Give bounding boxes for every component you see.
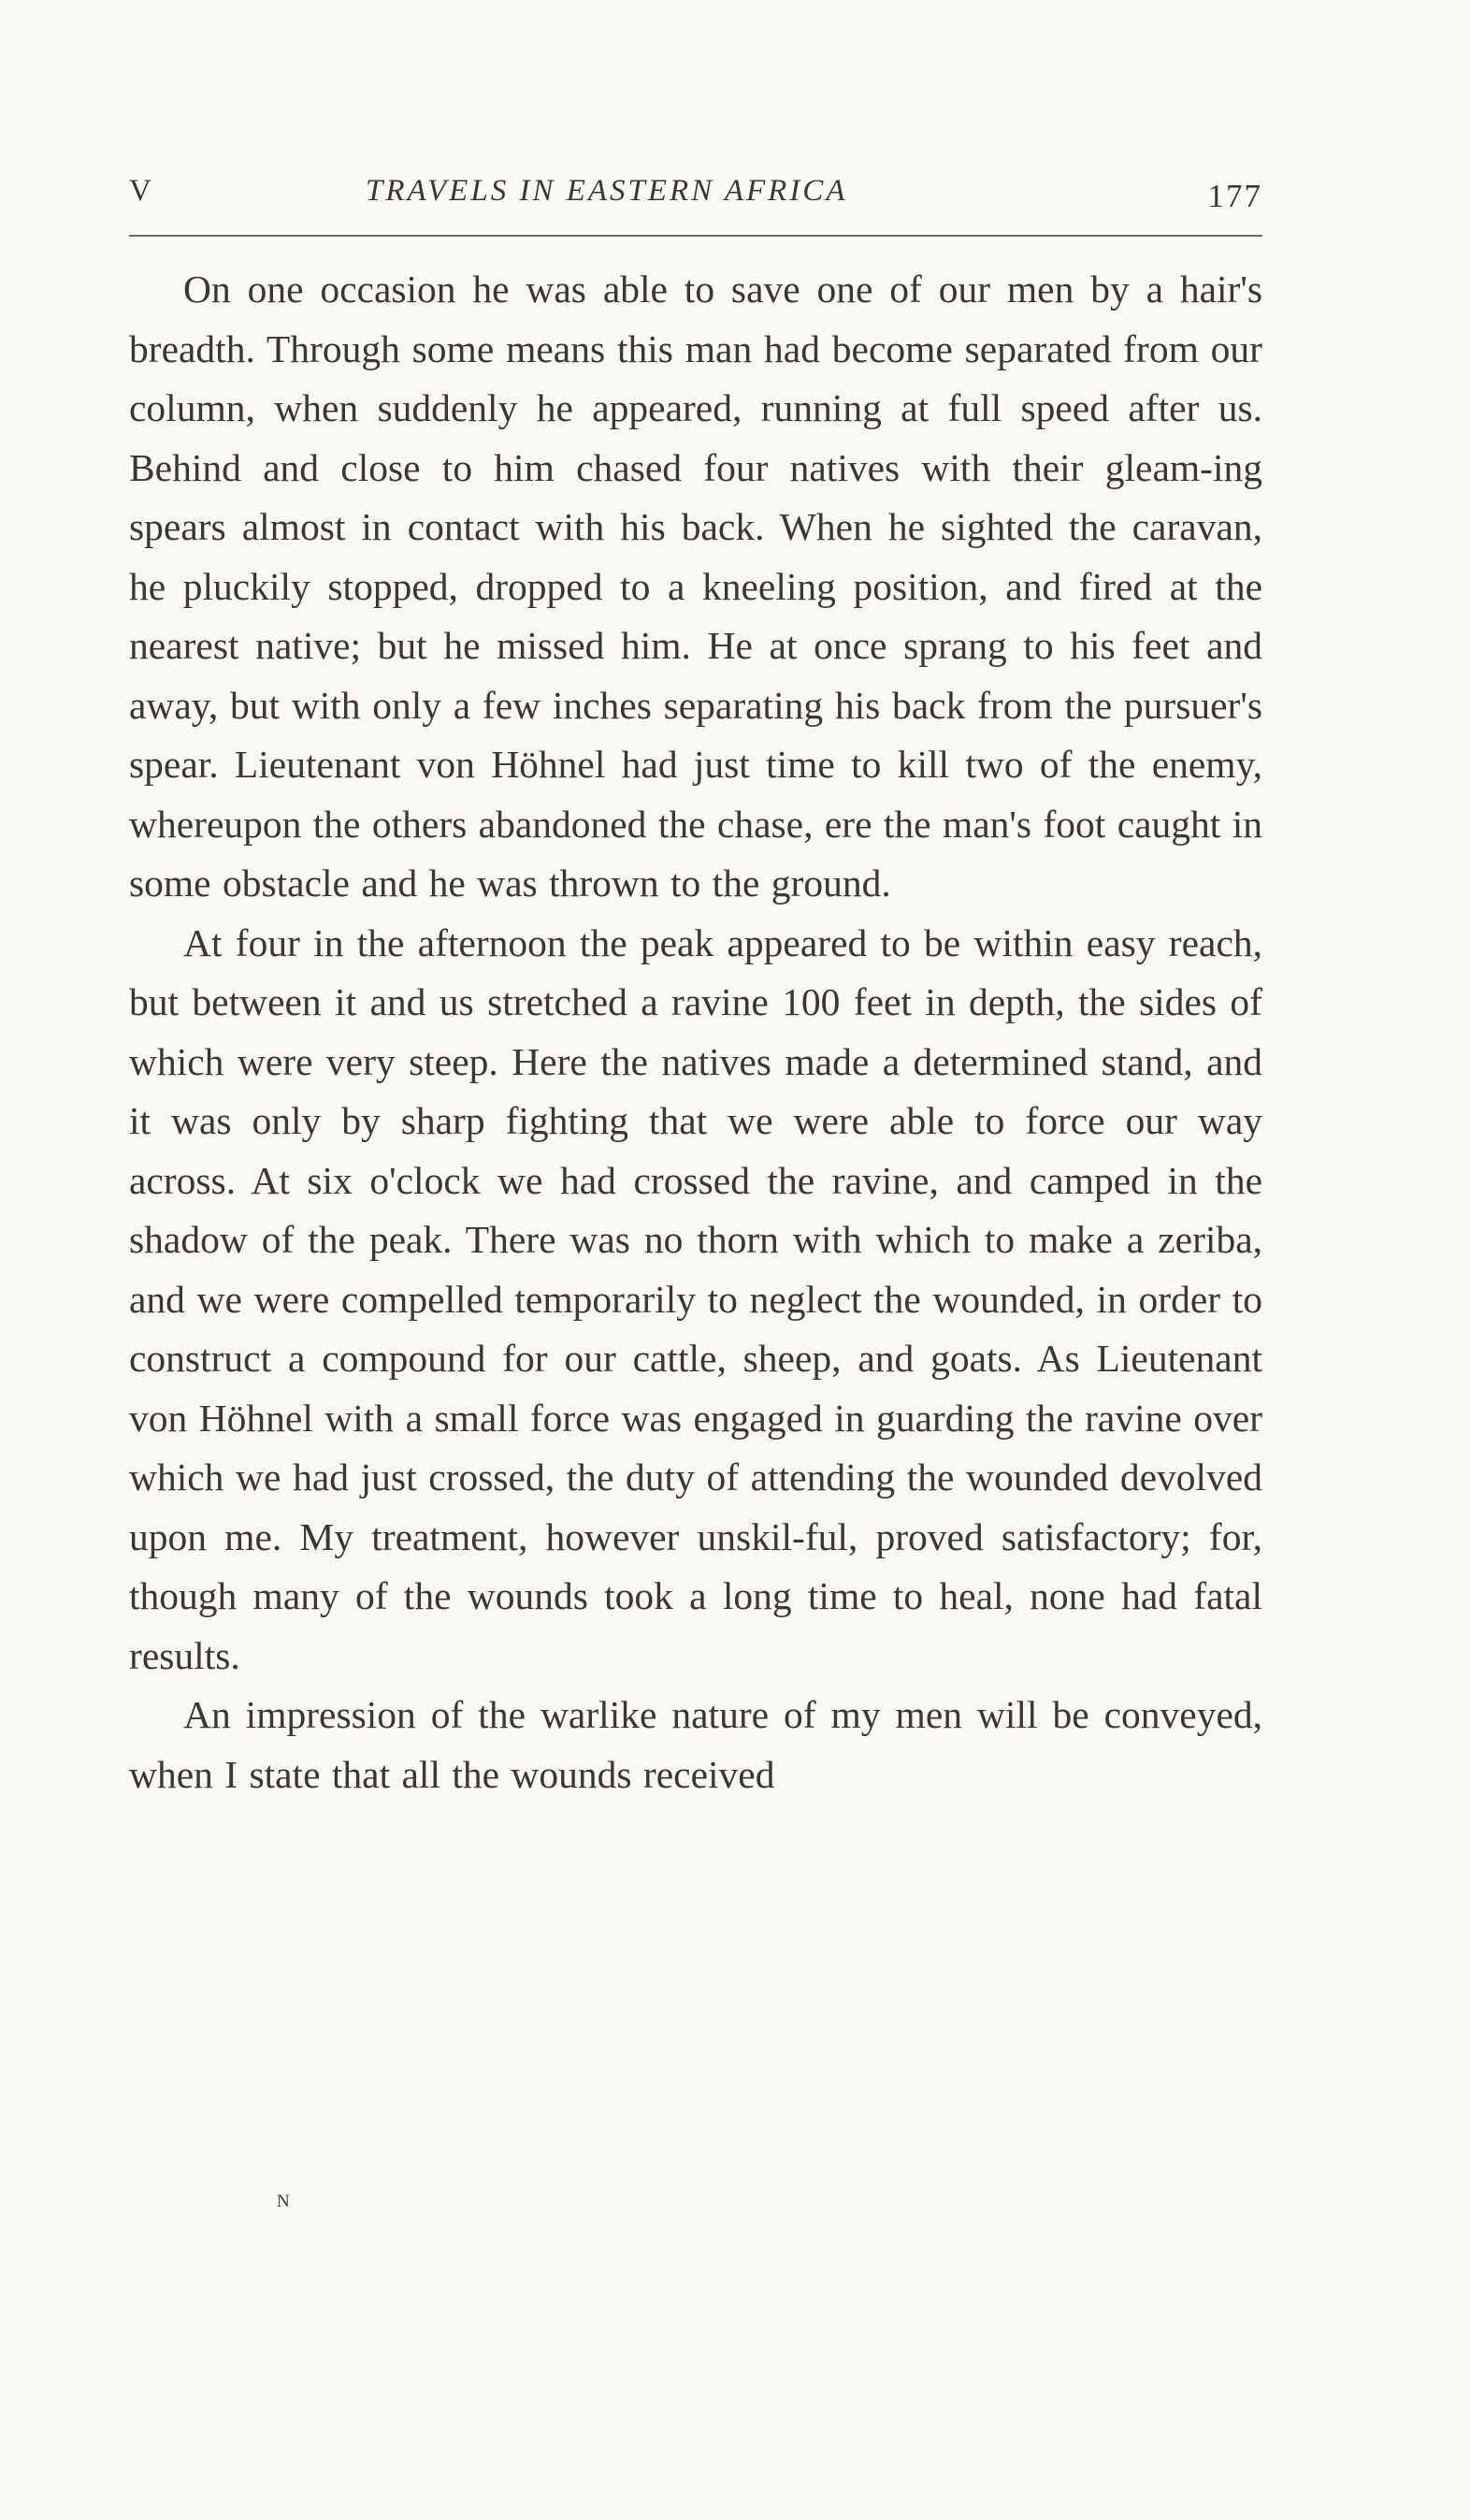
- running-header: [129, 165, 1262, 221]
- signature-mark: N: [277, 2192, 291, 2211]
- running-title: TRAVELS IN EASTERN AFRICA: [366, 174, 848, 208]
- paragraph-2: At four in the afternoon the peak appeared to be within easy reach, but between it and us stretched a ravine 100 feet in depth, the sides of which were very steep. Here the natives made a determined stand, and it was only by sharp fighting that we were able to force our way across. At six o'clock we had crossed the ravine, and camped in the shadow of the peak. There was no thorn with which to make a zeriba, and we were compelled temporarily to neglect the wounded, in order to construct a compound for our cattle, sheep, and goats. As Lieutenant von Höhnel with a small force was engaged in guarding the ravine over which we had just crossed, the duty of attending the wounded devolved upon me. My treatment, however unskil-ful, proved satisfactory; for, though many of the wounds took a long time to heal, none had fatal results.: [129, 920, 1262, 1677]
- body-text: [129, 260, 1262, 1804]
- paragraph-3: An impression of the warlike nature of my men will be conveyed, when I state that all the wounds received: [129, 1693, 1262, 1796]
- chapter-number: V: [129, 174, 152, 208]
- page-number: 177: [1207, 178, 1262, 214]
- paragraph-1: On one occasion he was able to save one of our men by a hair's breadth. Through some means this man had become separated from our column, when suddenly he appeared, running at full speed after us. Behind and close to him chased four natives with their gleam-ing spears almost in contact with his back. When he sighted the caravan, he pluckily stopped, dropped to a kneeling position, and fired at the nearest native; but he missed him. He at once sprang to his feet and away, but with only a few inches separating his back from the pursuer's spear. Lieutenant von Höhnel had just time to kill two of the enemy, whereupon the others abandoned the chase, ere the man's foot caught in some obstacle and he was thrown to the ground.: [129, 268, 1262, 905]
- header-rule: [129, 235, 1262, 237]
